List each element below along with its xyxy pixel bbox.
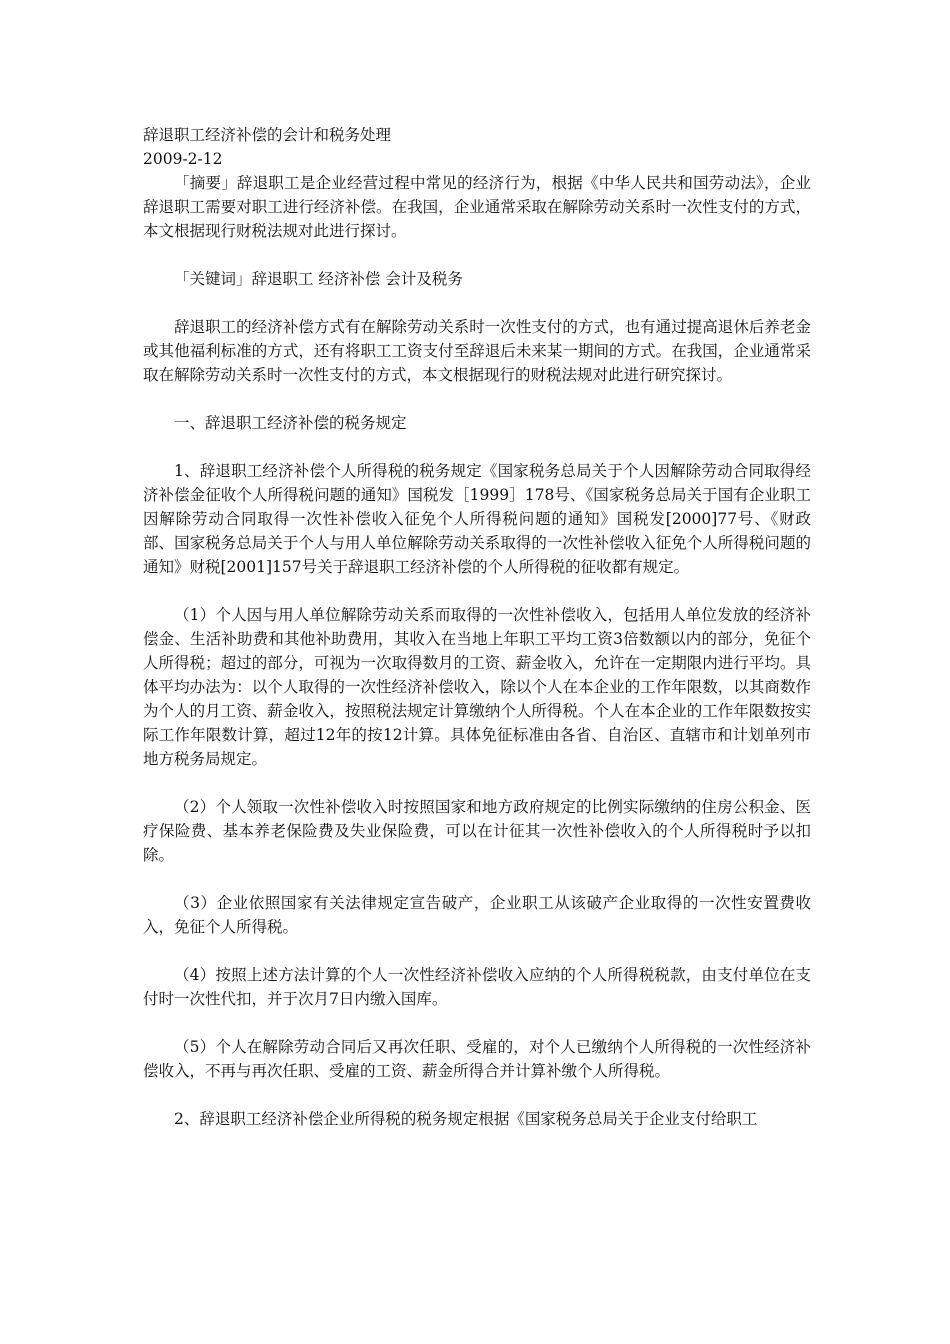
document-title: 辞退职工经济补偿的会计和税务处理 bbox=[143, 126, 392, 144]
body-paragraph: （5）个人在解除劳动合同后又再次任职、受雇的，对个人已缴纳个人所得税的一次性经济补偿收入，不再与再次任职、受雇的工资、薪金所得合并计算补缴个人所得税。 bbox=[143, 1038, 811, 1080]
body-paragraph: （2）个人领取一次性补偿收入时按照国家和地方政府规定的比例实际缴纳的住房公积金、医疗保险费、基本养老保险费及失业保险费，可以在计征其一次性补偿收入的个人所得税时予以扣除。 bbox=[143, 798, 811, 864]
keywords-paragraph: 「关键词」辞退职工 经济补偿 会计及税务 bbox=[174, 270, 463, 288]
body-paragraph: 2、辞退职工经济补偿企业所得税的税务规定根据《国家税务总局关于企业支付给职工 bbox=[174, 1110, 758, 1128]
body-paragraph: 1、辞退职工经济补偿个人所得税的税务规定《国家税务总局关于个人因解除劳动合同取得经济补偿金征收个人所得税问题的通知》国税发［1999］178号、《国家税务总局关于国有企业职工因解除劳动合同取得一次性补偿收入征免个人所得税问题的通知》国税发[2000]77号、《财政部、国家税务总局关于个人与用人单位解除劳动关系取得的一次性补偿收入征免个人所得税问题的通知》财税[2001]157号关于辞退职工经济补偿的个人所得税的征收都有规定。 bbox=[143, 462, 811, 576]
body-paragraph: （4）按照上述方法计算的个人一次性经济补偿收入应纳的个人所得税税款，由支付单位在支付时一次性代扣，并于次月7日内缴入国库。 bbox=[143, 966, 811, 1008]
intro-paragraph: 辞退职工的经济补偿方式有在解除劳动关系时一次性支付的方式，也有通过提高退休后养老金或其他福利标准的方式，还有将职工工资支付至辞退后未来某一期间的方式。在我国，企业通常采取在解除劳动关系时一次性支付的方式，本文根据现行的财税法规对此进行研究探讨。 bbox=[143, 318, 811, 384]
section-heading-1: 一、辞退职工经济补偿的税务规定 bbox=[174, 414, 407, 432]
abstract-paragraph: 「摘要」辞退职工是企业经营过程中常见的经济行为，根据《中华人民共和国劳动法》，企业辞退职工需要对职工进行经济补偿。在我国，企业通常采取在解除劳动关系时一次性支付的方式，本文根据现行财税法规对此进行探讨。 bbox=[143, 174, 811, 240]
body-paragraph: （1）个人因与用人单位解除劳动关系而取得的一次性补偿收入，包括用人单位发放的经济补偿金、生活补助费和其他补助费用，其收入在当地上年职工平均工资3倍数额以内的部分，免征个人所得税；超过的部分，可视为一次取得数月的工资、薪金收入，允许在一定期限内进行平均。具体平均办法为：以个人取得的一次性经济补偿收入，除以个人在本企业的工作年限数，以其商数作为个人的月工资、薪金收入，按照税法规定计算缴纳个人所得税。个人在本企业的工作年限数按实际工作年限数计算，超过12年的按12计算。具体免征标准由各省、自治区、直辖市和计划单列市地方税务局规定。 bbox=[143, 606, 811, 768]
document-date: 2009-2-12 bbox=[143, 150, 223, 168]
document-page bbox=[143, 123, 811, 1131]
body-paragraph: （3）企业依照国家有关法律规定宣告破产，企业职工从该破产企业取得的一次性安置费收入，免征个人所得税。 bbox=[143, 894, 811, 936]
